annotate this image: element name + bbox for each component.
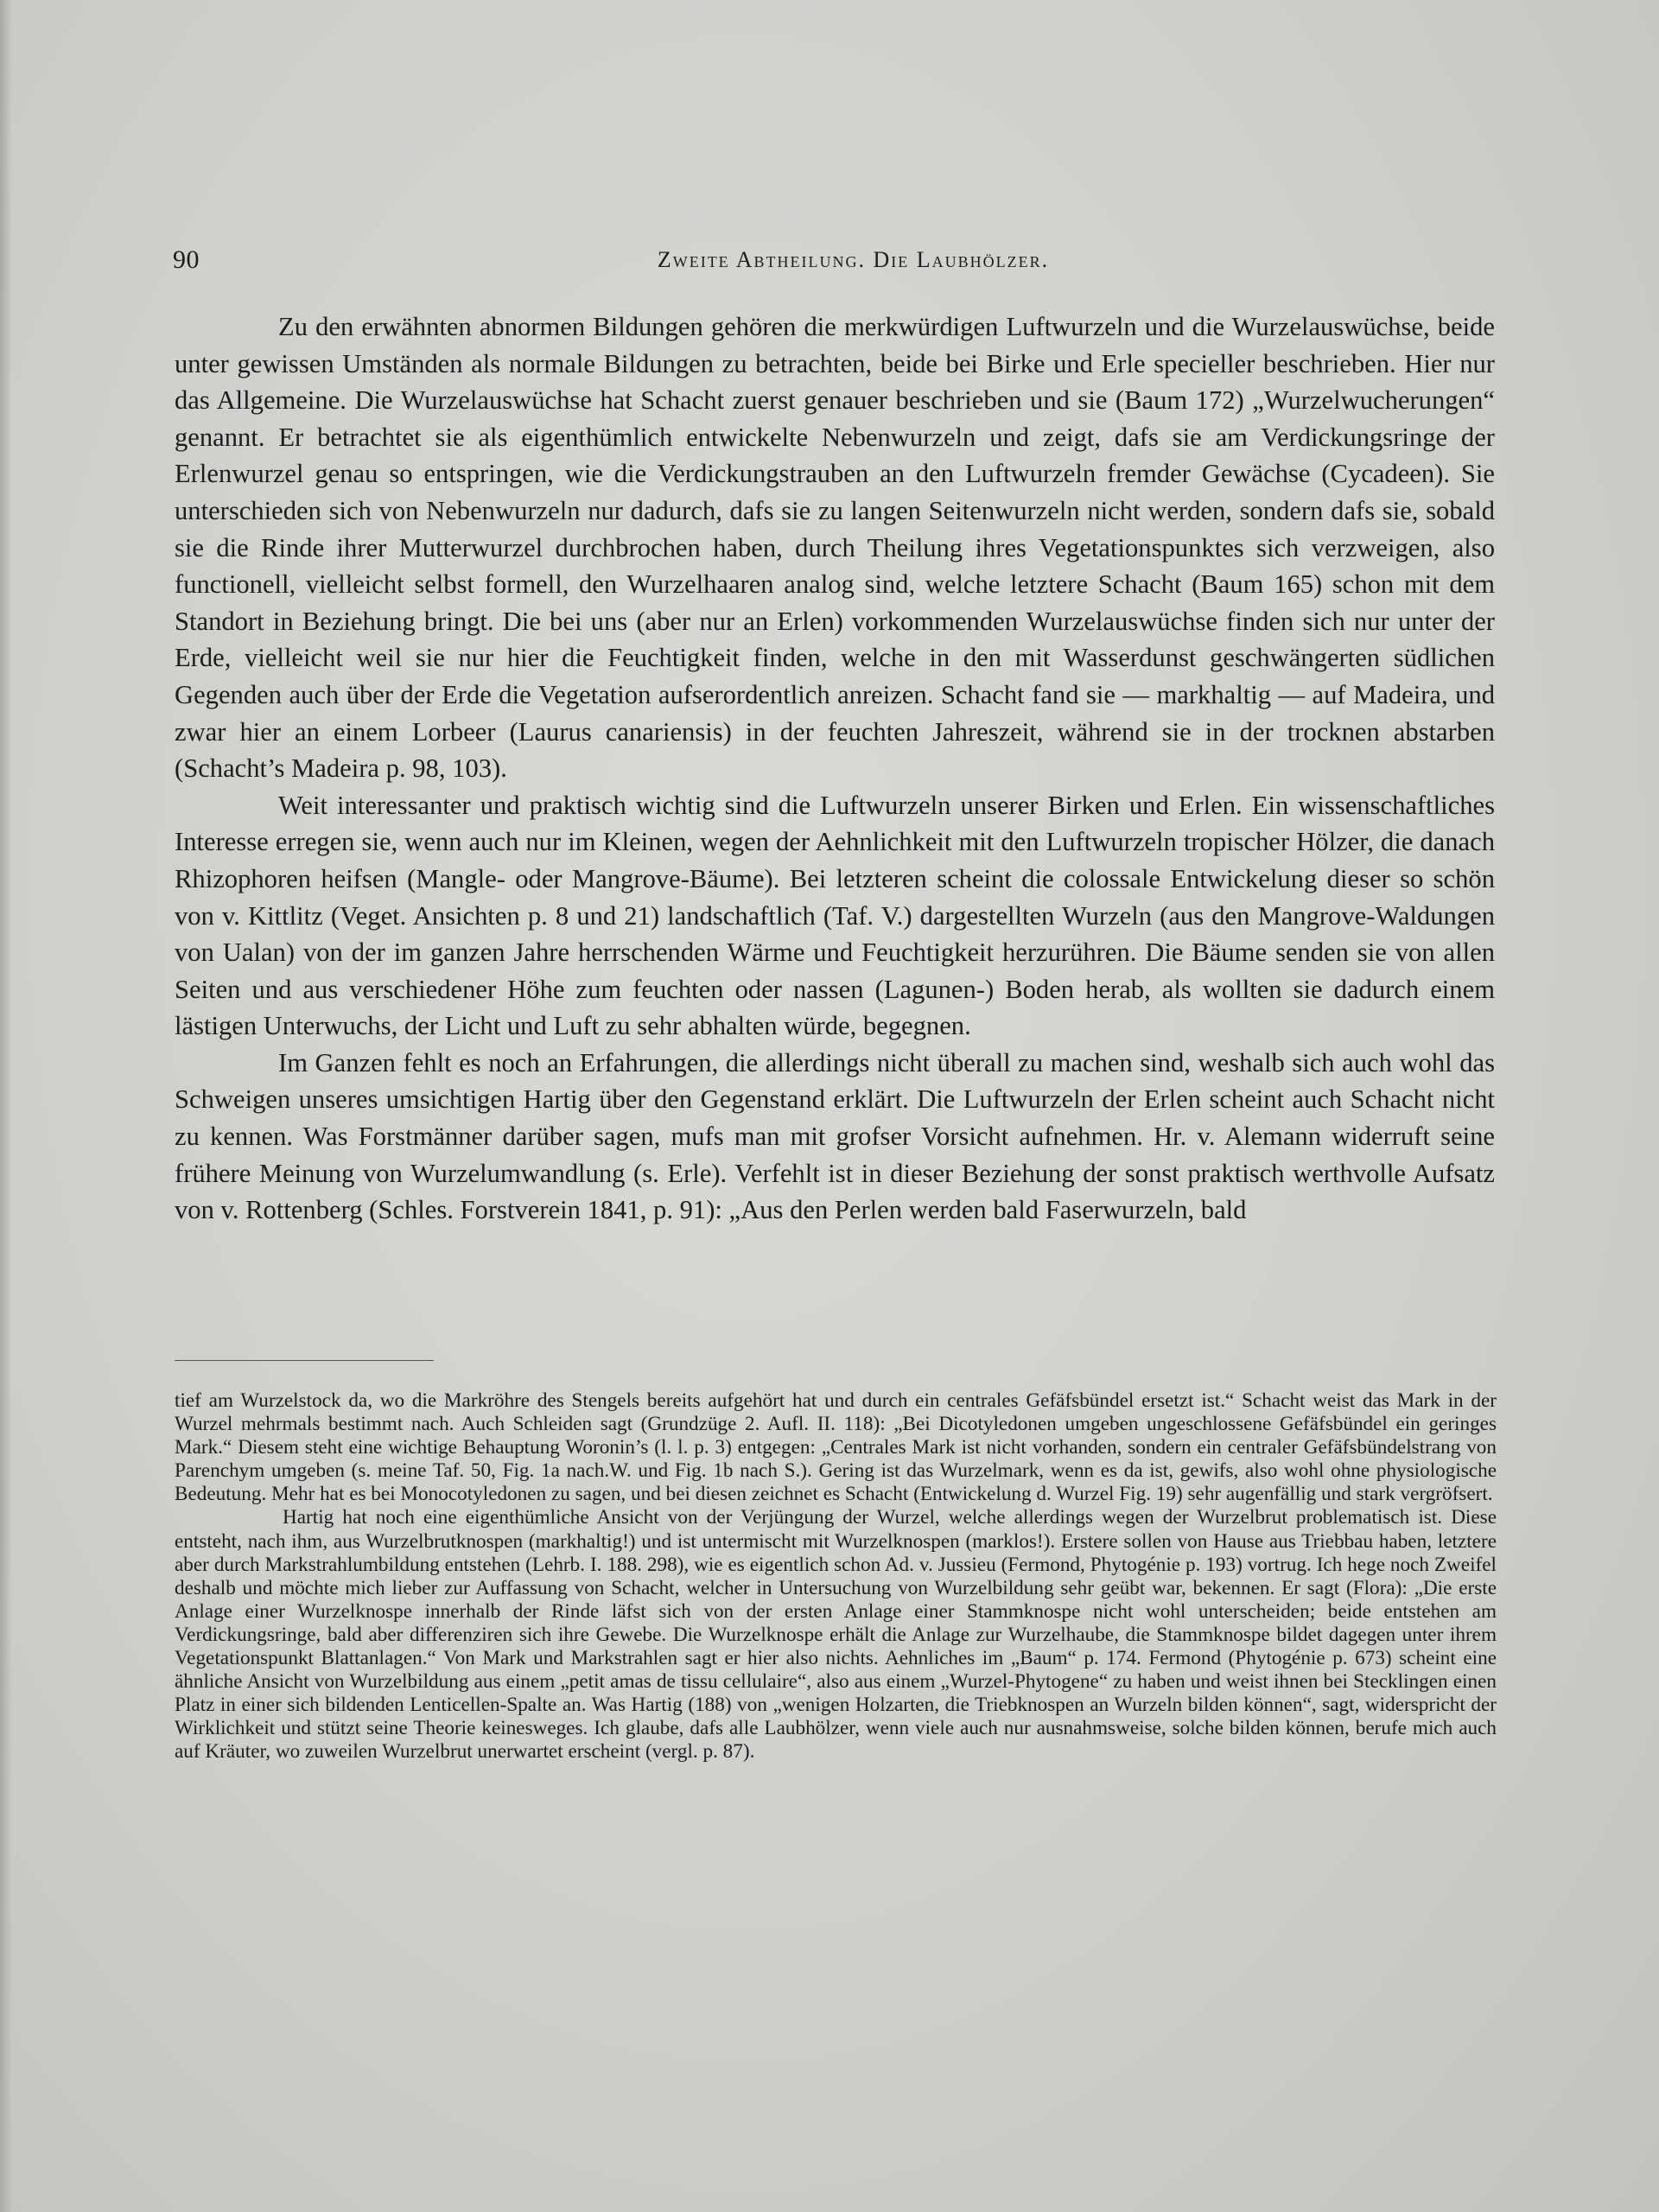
footnote-divider (175, 1360, 434, 1361)
main-text (175, 308, 1495, 1229)
page-header (173, 245, 1499, 280)
footnote-paragraph: tief am Wurzelstock da, wo die Markröhre des Stengels bereits aufgehört hat und durch ein centrales Gefäfsbündel ersetzt ist.“ Schacht weist das Mark in der Wurzel mehrmals bestimmt nach. Auch Schleiden sagt (Grundzüge 2. Aufl. II. 118): „Bei Dicotyledonen umgeben ungeschlossene Gefäfsbündel ein geringes Mark.“ Diesem steht eine wichtige Behauptung Woronin’s (l. l. p. 3) entgegen: „Centrales Mark ist nicht vorhanden, sondern ein centraler Gefäfsbündelstrang von Parenchym umgeben (s. meine Taf. 50, Fig. 1a nach.W. und Fig. 1b nach S.). Gering ist das Wurzelmark, wenn es da ist, gewifs, also wohl ohne physiologische Bedeutung. Mehr hat es bei Monocotyledonen zu sagen, und bei diesen zeichnet es Schacht (Entwickelung d. Wurzel Fig. 19) sehr augenfällig und stark vergröfsert. (175, 1389, 1497, 1506)
running-head: Zweite Abtheilung. Die Laubhölzer. (657, 247, 1050, 272)
page-number: 90 (173, 245, 200, 274)
main-paragraph: Zu den erwähnten abnormen Bildungen gehören die merkwürdigen Luftwurzeln und die Wurzelauswüchse, beide unter gewissen Umständen als normale Bildungen zu betrachten, beide bei Birke und Erle specieller beschrieben. Hier nur das Allgemeine. Die Wurzelauswüchse hat Schacht zuerst genauer beschrieben und sie (Baum 172) „Wurzelwucherungen“ genannt. Er betrachtet sie als eigenthümlich entwickelte Nebenwurzeln und zeigt, dafs sie am Verdickungsringe der Erlenwurzel genau so entspringen, wie die Verdickungstrauben an den Luftwurzeln fremder Gewächse (Cycadeen). Sie unterschieden sich von Nebenwurzeln nur dadurch, dafs sie zu langen Seitenwurzeln nicht werden, sondern dafs sie, sobald sie die Rinde ihrer Mutterwurzel durchbrochen haben, durch Theilung ihres Vegetationspunktes sich verzweigen, also functionell, vielleicht selbst formell, den Wurzelhaaren analog sind, welche letztere Schacht (Baum 165) schon mit dem Standort in Beziehung bringt. Die bei uns (aber nur an Erlen) vorkommenden Wurzelauswüchse finden sich nur unter der Erde, vielleicht weil sie nur hier die Feuchtigkeit finden, welche in den mit Wasserdunst geschwängerten südlichen Gegenden auch über der Erde die Vegetation aufserordentlich anreizen. Schacht fand sie — markhaltig — auf Madeira, und zwar hier an einem Lorbeer (Laurus canariensis) in der feuchten Jahreszeit, während sie in der trocknen abstarben (Schacht’s Madeira p. 98, 103). (175, 312, 1495, 784)
page-edge-shadow (0, 0, 12, 2212)
main-paragraph: Weit interessanter und praktisch wichtig sind die Luftwurzeln unserer Birken und Erlen. Ein wissenschaftliches Interesse erregen sie, wenn auch nur im Kleinen, wegen der Aehnlichkeit mit den Luftwurzeln tropischer Hölzer, die danach Rhizophoren heifsen (Mangle- oder Mangrove-Bäume). Bei letzteren scheint die colossale Entwickelung dieser so schön von v. Kittlitz (Veget. Ansichten p. 8 und 21) landschaftlich (Taf. V.) dargestellten Wurzeln (aus den Mangrove-Waldungen von Ualan) von der im ganzen Jahre herrschenden Wärme und Feuchtigkeit herzurühren. Die Bäume senden sie von allen Seiten und aus verschiedener Höhe zum feuchten oder nassen (Lagunen-) Boden herab, als wollten sie dadurch einem lästigen Unterwuchs, der Licht und Luft zu sehr abhalten würde, begegnen. (175, 790, 1495, 1041)
footnote-paragraph: Hartig hat noch eine eigenthümliche Ansicht von der Verjüngung der Wurzel, welche allerdings wegen der Wurzelbrut problematisch ist. Diese entsteht, nach ihm, aus Wurzelbrutknospen (markhaltig!) und ist untermischt mit Wurzelknospen (marklos!). Erstere sollen von Hause aus Triebbau haben, letztere aber durch Markstrahlumbildung entstehen (Lehrb. I. 188. 298), wie es eigentlich schon Ad. v. Jussieu (Fermond, Phytogénie p. 193) vortrug. Ich hege noch Zweifel deshalb und möchte mich lieber zur Auffassung von Schacht, welcher in Untersuchung von Wurzelbildung sehr geübt war, bekennen. Er sagt (Flora): „Die erste Anlage einer Wurzelknospe innerhalb der Rinde läfst sich von der ersten Anlage einer Stammknospe nicht wohl unterscheiden; beide entstehen am Verdickungsringe, bald aber differenziren sich ihre Gewebe. Die Wurzelknospe erhält die Anlage zur Wurzelhaube, die Stammknospe bildet dagegen unter ihrem Vegetationspunkt Blattanlagen.“ Von Mark und Markstrahlen sagt er hier also nichts. Aehnliches im „Baum“ p. 174. Fermond (Phytogénie p. 673) scheint eine ähnliche Ansicht von Wurzelbildung aus einem „petit amas de tissu cellulaire“, also aus einem „Wurzel-Phytogene“ zu haben und weist ihnen bei Stecklingen einen Platz in einer sich bildenden Lenticellen-Spalte an. Was Hartig (188) von „wenigen Holzarten, die Triebknospen an Wurzeln bilden können“, sagt, widerspricht der Wirklichkeit und stützt seine Theorie keinesweges. Ich glaube, dafs alle Laubhölzer, wenn viele auch nur ausnahmsweise, solche bilden können, berufe mich auch auf Kräuter, wo zuweilen Wurzelbrut unerwartet erscheint (vergl. p. 87). (175, 1506, 1497, 1764)
main-paragraph: Im Ganzen fehlt es noch an Erfahrungen, die allerdings nicht überall zu machen sind, weshalb sich auch wohl das Schweigen unseres umsichtigen Hartig über den Gegenstand erklärt. Die Luftwurzeln der Erlen scheint auch Schacht nicht zu kennen. Was Forstmänner darüber sagen, mufs man mit grofser Vorsicht aufnehmen. Hr. v. Alemann widerruft seine frühere Meinung von Wurzelumwandlung (s. Erle). Verfehlt ist in dieser Beziehung der sonst praktisch werthvolle Aufsatz von v. Rottenberg (Schles. Forstverein 1841, p. 91): „Aus den Perlen werden bald Faserwurzeln, bald (175, 1047, 1495, 1225)
footnotes (175, 1389, 1497, 1764)
